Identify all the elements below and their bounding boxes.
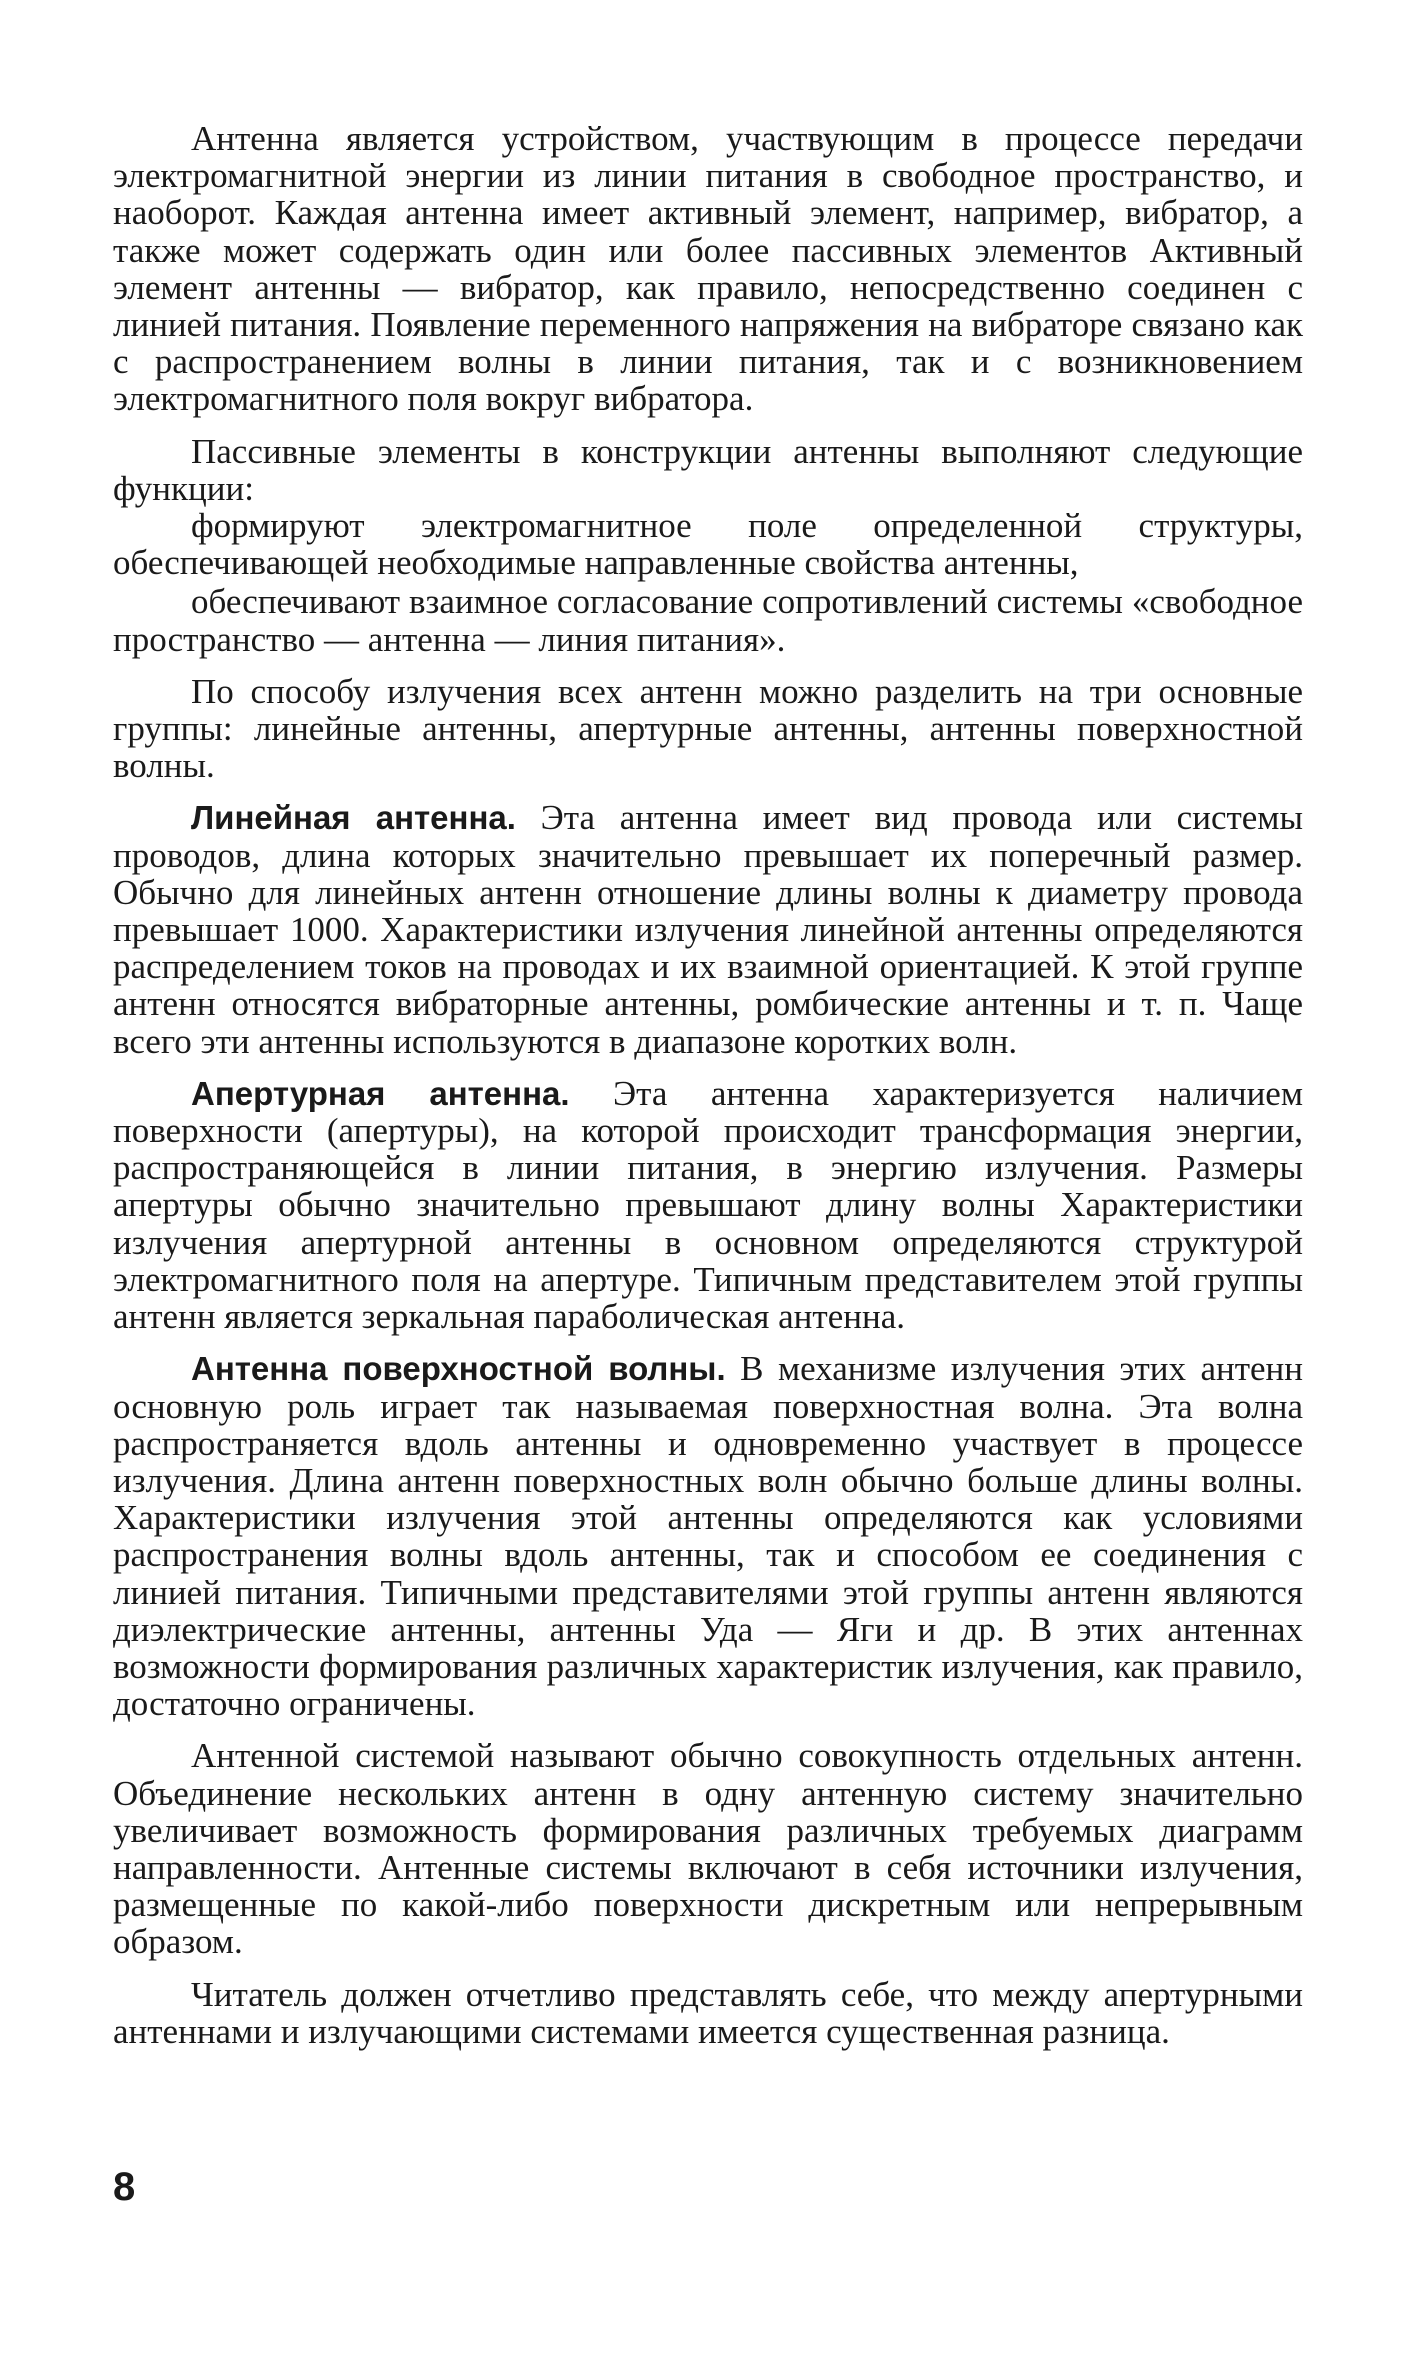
paragraph-reader-note: Читатель должен отчетливо представлять себе, что между апертурными антеннами и излучающими системами имеется существенная разница. bbox=[113, 1974, 1303, 2051]
run-in-heading-surface-wave: Антенна поверхностной волны. bbox=[191, 1350, 726, 1388]
paragraph-antenna-system: Антенной системой называют обычно совокупность отдельных антенн. Объединение нескольких антенн в одну антенную систему значительно увеличивает возможность формирования различных требуемых диаграмм направленности. Антенные системы включают в себя источники излучения, размещенные по какой-либо поверхности дискретным или непрерывным образом. bbox=[113, 1736, 1303, 1962]
paragraph-surface-wave-antenna bbox=[113, 1350, 1303, 1722]
paragraph-linear-antenna bbox=[113, 799, 1303, 1059]
paragraph-aperture-antenna bbox=[113, 1075, 1303, 1335]
paragraph-antenna-definition: Антенна является устройством, участвующим в процессе передачи электромагнитной энергии из линии питания в свободное пространство, и наоборот. Каждая антенна имеет активный элемент, например, вибратор, а также может содержать один или более пассивных элементов Активный элемент антенны — вибратор, как правило, непосредственно соединен с линией питания. Появление переменного напряжения на вибраторе связано как с распространением волны в линии питания, так и с возникновением электромагнитного поля вокруг вибратора. bbox=[113, 119, 1303, 419]
paragraph-antenna-groups: По способу излучения всех антенн можно разделить на три основные группы: линейные антенны, апертурные антенны, антенны поверхностной волны. bbox=[113, 671, 1303, 786]
list-item-field-forming: формируют электромагнитное поле определенной структуры, обеспечивающей необходимые направленные свойства антенны, bbox=[113, 506, 1303, 583]
paragraph-text-surface-wave: В механизме излучения этих антенн основную роль играет так называемая поверхностная волна. Эта волна распространяется вдоль антенны и одновременно участвует в процессе излучения. Длина антенн поверхностных волн обычно больше длины волны. Характеристики излучения этой антенны определяются как условиями распространения волны вдоль антенны, так и способом ее соединения с линией питания. Типичными представителями этой группы антенн являются диэлектрические антенны, антенны Уда — Яги и др. В этих антеннах возможности формирования различных характеристик излучения, как правило, достаточно ограничены. bbox=[113, 1349, 1304, 1724]
paragraph-text-aperture: Эта антенна характеризуется наличием поверхности (апертуры), на которой происходит трансформация энергии, распространяющейся в линии питания, в энергию излучения. Размеры апертуры обычно значительно превышают длину волны Характеристики излучения апертурной антенны в основном определяются структурой электромагнитного поля на апертуре. Типичным представителем этой группы антенн является зеркальная параболическая антенна. bbox=[113, 1073, 1303, 1337]
page-body bbox=[113, 120, 1303, 2065]
paragraph-text-linear: Эта антенна имеет вид провода или системы проводов, длина которых значительно превышает их поперечный размер. Обычно для линейных антенн отношение длины волны к диаметру провода превышает 1000. Характеристики излучения линейной антенны определяются распределением токов на проводах и их взаимной ориентацией. К этой группе антенн относятся вибраторные антенны, ромбические антенны и т. п. Чаще всего эти антенны используются в диапазоне коротких волн. bbox=[113, 798, 1303, 1061]
paragraph-passive-elements: Пассивные элементы в конструкции антенны выполняют следующие функции: bbox=[113, 431, 1303, 508]
run-in-heading-aperture: Апертурная антенна. bbox=[191, 1074, 570, 1112]
page-number: 8 bbox=[113, 2165, 136, 2209]
list-item-impedance-matching: обеспечивают взаимное согласование сопротивлений системы «свободное пространство — антенна — линия питания». bbox=[113, 582, 1303, 659]
run-in-heading-linear: Линейная антенна. bbox=[191, 799, 516, 837]
